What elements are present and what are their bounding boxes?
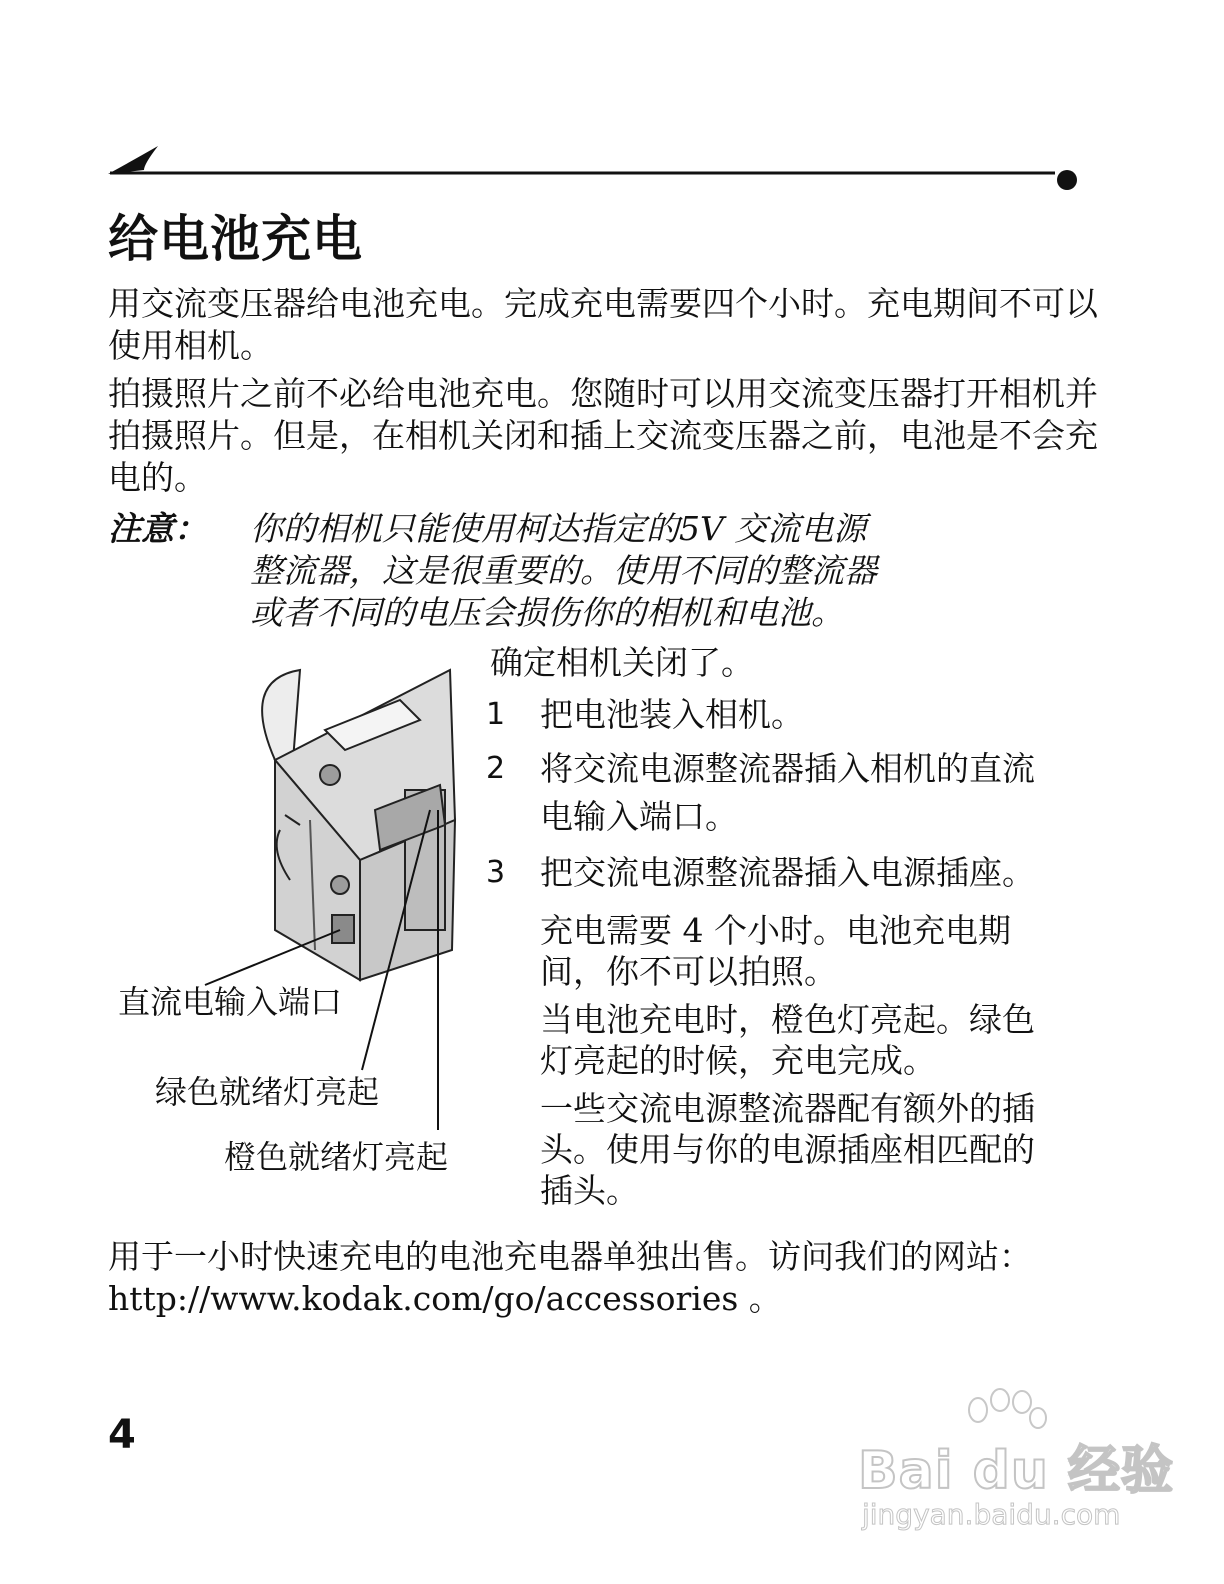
note-label: 注意： [108,509,207,548]
callout-amber-ready-light: 橙色就绪灯亮起 [224,1138,449,1176]
page-number: 4 [108,1412,136,1458]
detail-paragraph: 充电需要 4 个小时。电池充电期间，你不可以拍照。 [540,911,1011,991]
baidu-watermark [838,1388,1174,1538]
note-line: 整流器，这是很重要的。使用不同的整流器 [250,551,877,590]
watermark-brand: Bai du 经验 [858,1441,1174,1501]
header-rule [100,140,1090,200]
note-line: 你的相机只能使用柯达指定的5V 交流电源 [250,509,867,548]
step-text: 把交流电源整流器插入电源插座。 [540,853,1035,892]
callout-dc-input-port: 直流电输入端口 [118,983,343,1021]
info-paragraph: 拍摄照片之前不必给电池充电。您随时可以用交流变压器打开相机并拍摄照片。但是，在相机关闭和插上交流变压器之前，电池是不会充电的。 [108,374,1098,497]
intro-paragraph: 用交流变压器给电池充电。完成充电需要四个小时。充电期间不可以使用相机。 [108,284,1098,365]
step-text: 把电池装入相机。 [540,695,804,734]
note-text [250,508,970,634]
step-number: 1 [486,697,506,732]
footer-paragraph: 用于一小时快速充电的电池充电器单独出售。访问我们的网站：http://www.kodak.com/go/accessories 。 [108,1237,1032,1318]
callout-green-ready-light: 绿色就绪灯亮起 [155,1073,380,1111]
step-number: 3 [486,855,506,890]
step-text: 将交流电源整流器插入相机的直流电输入端口。 [540,749,1035,836]
detail-paragraph: 当电池充电时，橙色灯亮起。绿色灯亮起的时候，充电完成。 [540,1000,1035,1080]
page-title: 给电池充电 [108,210,363,268]
step-number: 2 [486,751,506,786]
note-line: 或者不同的电压会损伤你的相机和电池。 [250,593,844,632]
watermark-url: jingyan.baidu.com [862,1498,1121,1531]
detail-paragraph: 一些交流电源整流器配有额外的插头。使用与你的电源插座相匹配的插头。 [540,1089,1035,1210]
procedure-intro: 确定相机关闭了。 [490,643,754,682]
